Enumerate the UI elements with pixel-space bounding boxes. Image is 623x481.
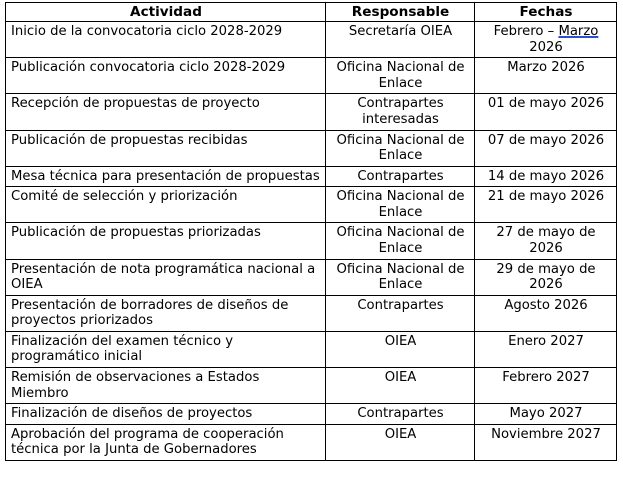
cell-responsable: OIEA <box>326 331 475 367</box>
table-row <box>6 295 617 331</box>
table-row <box>6 368 617 404</box>
cell-fechas: 01 de mayo 2026 <box>475 94 617 130</box>
table-row <box>6 58 617 94</box>
cell-responsable: Contrapartes <box>326 404 475 425</box>
cell-fechas: Noviembre 2027 <box>475 424 617 460</box>
cell-actividad: Comité de selección y priorización <box>6 187 326 223</box>
cell-responsable: Secretaría OIEA <box>326 22 475 58</box>
cell-actividad: Publicación convocatoria ciclo 2028-2029 <box>6 58 326 94</box>
table-header-row <box>6 3 617 22</box>
cell-fechas: 21 de mayo 2026 <box>475 187 617 223</box>
cell-fechas: Marzo 2026 <box>475 58 617 94</box>
cell-actividad: Finalización de diseños de proyectos <box>6 404 326 425</box>
spellcheck-marked-word: Marzo <box>558 24 599 40</box>
cell-responsable: OIEA <box>326 368 475 404</box>
table-row <box>6 404 617 425</box>
table-row <box>6 22 617 58</box>
cell-responsable: Oficina Nacional de Enlace <box>326 130 475 166</box>
column-header-responsable: Responsable <box>326 3 475 22</box>
table-row <box>6 187 617 223</box>
cell-responsable: Oficina Nacional de Enlace <box>326 187 475 223</box>
cell-fechas: Agosto 2026 <box>475 295 617 331</box>
cell-fechas: Enero 2027 <box>475 331 617 367</box>
cell-fechas: Febrero 2027 <box>475 368 617 404</box>
cell-responsable: Contrapartes interesadas <box>326 94 475 130</box>
cell-fechas: 14 de mayo 2026 <box>475 166 617 187</box>
cell-actividad: Finalización del examen técnico y programático inicial <box>6 331 326 367</box>
column-header-actividad: Actividad <box>6 3 326 22</box>
table-body <box>6 22 617 461</box>
cell-actividad: Recepción de propuestas de proyecto <box>6 94 326 130</box>
table-row <box>6 94 617 130</box>
cell-actividad: Presentación de nota programática nacional a OIEA <box>6 259 326 295</box>
table-header <box>6 3 617 22</box>
cell-responsable: Contrapartes <box>326 166 475 187</box>
cell-actividad: Publicación de propuestas recibidas <box>6 130 326 166</box>
cell-fechas: Febrero – Marzo 2026 <box>475 22 617 58</box>
cell-responsable: Oficina Nacional de Enlace <box>326 223 475 259</box>
column-header-fechas: Fechas <box>475 3 617 22</box>
cell-actividad: Remisión de observaciones a Estados Miembro <box>6 368 326 404</box>
table-row <box>6 331 617 367</box>
cell-actividad: Aprobación del programa de cooperación técnica por la Junta de Gobernadores <box>6 424 326 460</box>
cell-fechas: 07 de mayo 2026 <box>475 130 617 166</box>
table-row <box>6 259 617 295</box>
cell-responsable: Oficina Nacional de Enlace <box>326 259 475 295</box>
document-page <box>0 2 623 481</box>
cell-actividad: Publicación de propuestas priorizadas <box>6 223 326 259</box>
activity-schedule-table <box>5 2 617 461</box>
table-row <box>6 223 617 259</box>
table-row <box>6 166 617 187</box>
cell-actividad: Presentación de borradores de diseños de proyectos priorizados <box>6 295 326 331</box>
table-row <box>6 424 617 460</box>
cell-actividad: Mesa técnica para presentación de propuestas <box>6 166 326 187</box>
cell-fechas: 29 de mayo de 2026 <box>475 259 617 295</box>
table-row <box>6 130 617 166</box>
cell-responsable: Contrapartes <box>326 295 475 331</box>
cell-responsable: OIEA <box>326 424 475 460</box>
cell-fechas: 27 de mayo de 2026 <box>475 223 617 259</box>
cell-actividad: Inicio de la convocatoria ciclo 2028-2029 <box>6 22 326 58</box>
cell-responsable: Oficina Nacional de Enlace <box>326 58 475 94</box>
cell-fechas: Mayo 2027 <box>475 404 617 425</box>
